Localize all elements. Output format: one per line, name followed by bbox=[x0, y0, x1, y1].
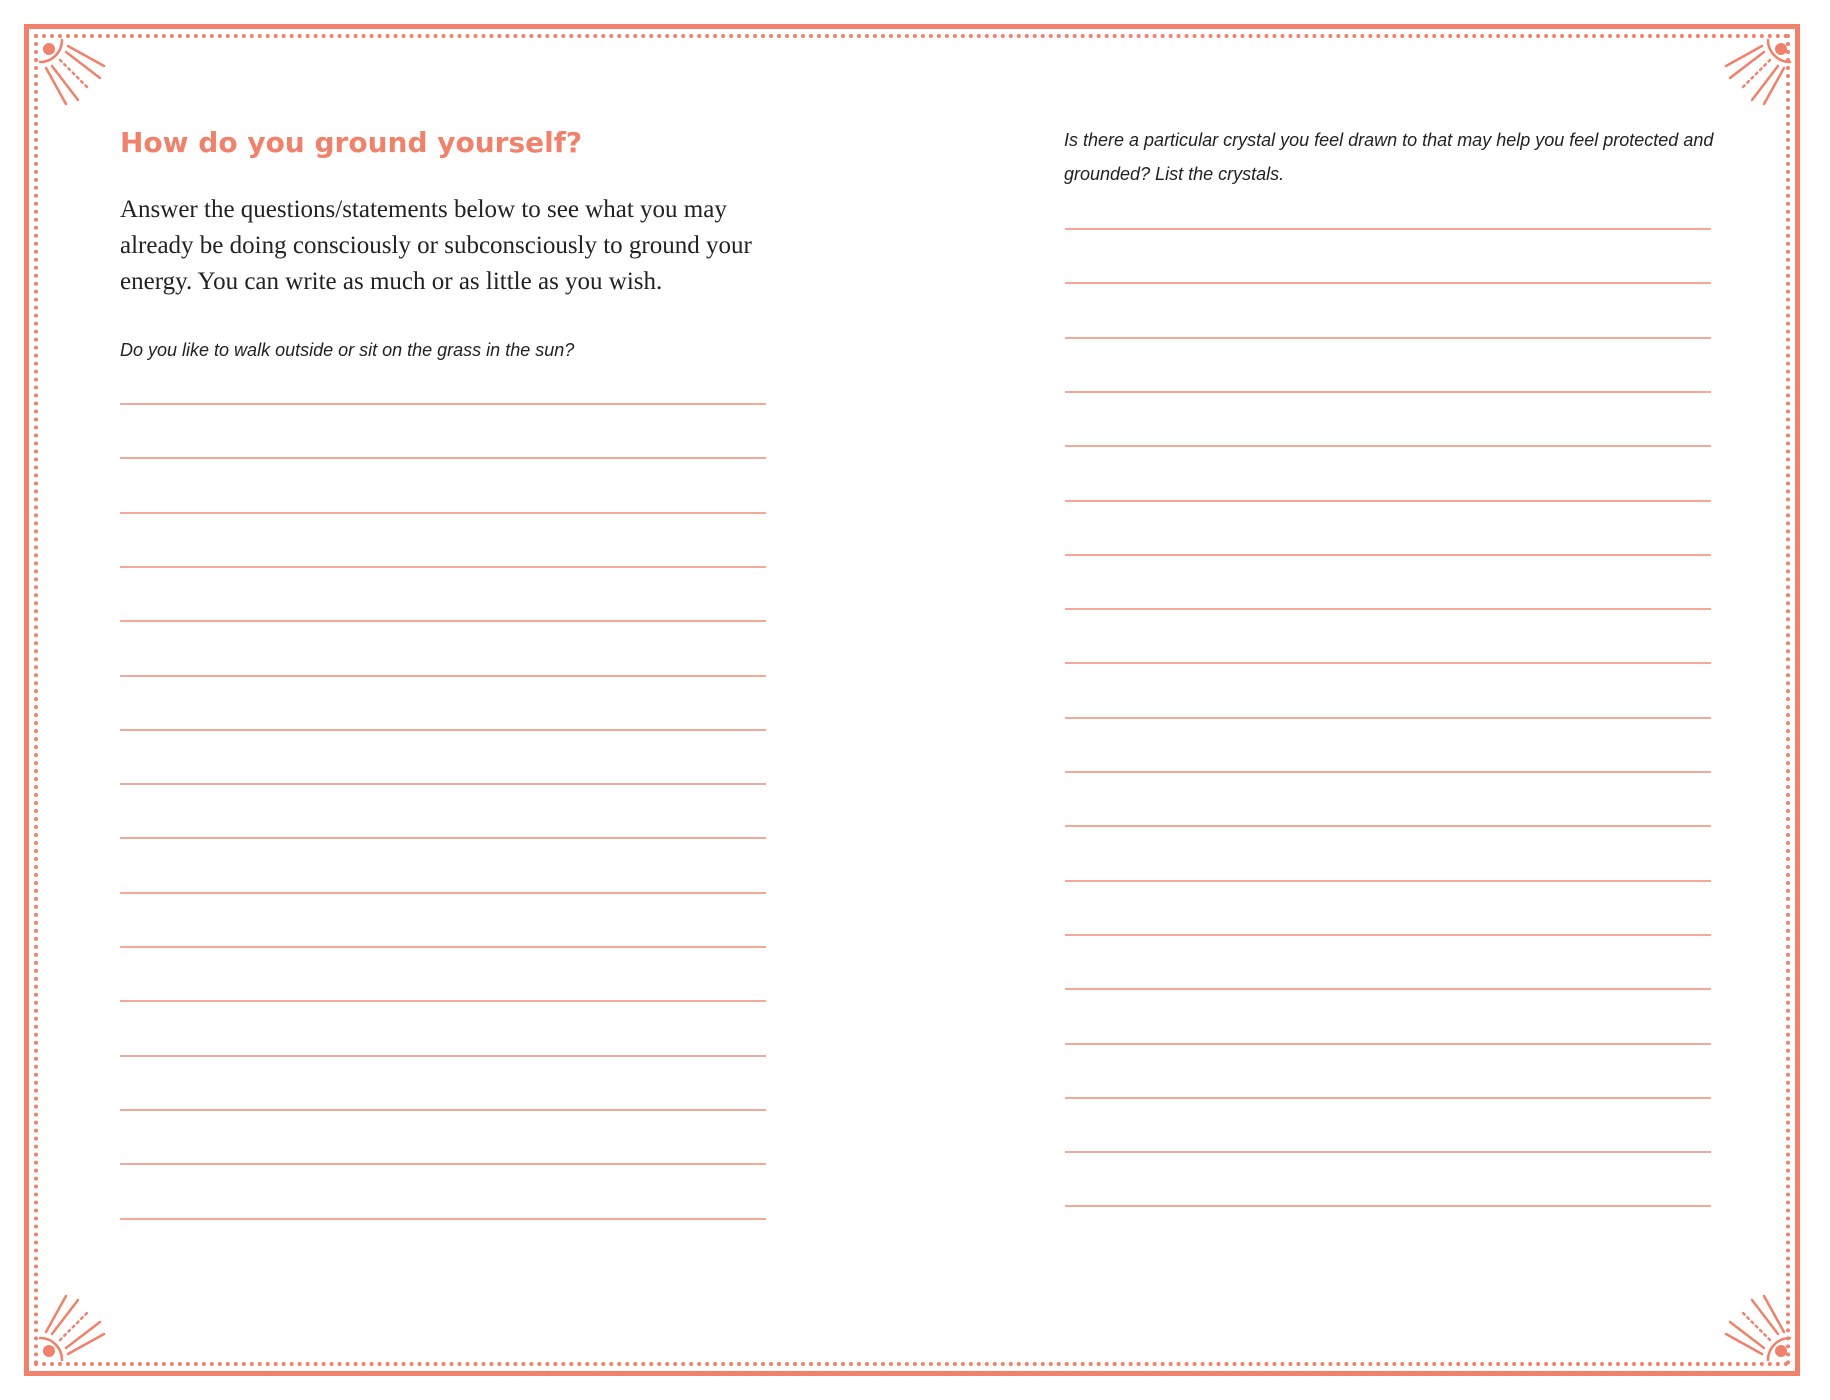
writing-line[interactable] bbox=[1065, 282, 1711, 284]
question-walk-outside: Do you like to walk outside or sit on the grass in the sun? bbox=[120, 340, 575, 360]
writing-line[interactable] bbox=[120, 837, 766, 839]
writing-line[interactable] bbox=[1065, 1097, 1711, 1099]
writing-line[interactable] bbox=[1065, 988, 1711, 990]
writing-line[interactable] bbox=[1065, 825, 1711, 827]
writing-line[interactable] bbox=[120, 946, 766, 948]
writing-line[interactable] bbox=[1065, 608, 1711, 610]
writing-line[interactable] bbox=[120, 512, 766, 514]
writing-line[interactable] bbox=[120, 675, 766, 677]
intro-paragraph: Answer the questions/statements below to see what you may already be doing consciously or subconsciously to ground your energy. You can write as much or as little as you wish. bbox=[120, 196, 752, 295]
question-crystal: Is there a particular crystal you feel drawn to that may help you feel protected and grounded? List the crystals. bbox=[1064, 130, 1714, 184]
writing-line[interactable] bbox=[1065, 662, 1711, 664]
writing-line[interactable] bbox=[120, 1000, 766, 1002]
writing-line[interactable] bbox=[1065, 228, 1711, 230]
writing-line[interactable] bbox=[120, 457, 766, 459]
writing-line[interactable] bbox=[1065, 391, 1711, 393]
writing-line[interactable] bbox=[120, 783, 766, 785]
writing-line[interactable] bbox=[120, 1109, 766, 1111]
writing-line[interactable] bbox=[1065, 337, 1711, 339]
writing-line[interactable] bbox=[1065, 934, 1711, 936]
writing-line[interactable] bbox=[1065, 771, 1711, 773]
writing-line[interactable] bbox=[120, 1055, 766, 1057]
writing-line[interactable] bbox=[1065, 445, 1711, 447]
sunburst-icon bbox=[38, 1282, 118, 1362]
writing-line[interactable] bbox=[120, 729, 766, 731]
writing-line[interactable] bbox=[1065, 1151, 1711, 1153]
writing-line[interactable] bbox=[1065, 500, 1711, 502]
writing-line[interactable] bbox=[120, 566, 766, 568]
writing-line[interactable] bbox=[120, 620, 766, 622]
writing-line[interactable] bbox=[1065, 554, 1711, 556]
sunburst-icon bbox=[1712, 38, 1792, 118]
writing-line[interactable] bbox=[120, 1163, 766, 1165]
writing-line[interactable] bbox=[120, 1218, 766, 1220]
writing-line[interactable] bbox=[1065, 1043, 1711, 1045]
writing-line[interactable] bbox=[1065, 717, 1711, 719]
writing-line[interactable] bbox=[1065, 880, 1711, 882]
writing-line[interactable] bbox=[120, 892, 766, 894]
sunburst-icon bbox=[38, 38, 118, 118]
page-heading: How do you ground yourself? bbox=[120, 126, 583, 159]
sunburst-icon bbox=[1712, 1282, 1792, 1362]
writing-line[interactable] bbox=[120, 403, 766, 405]
writing-line[interactable] bbox=[1065, 1205, 1711, 1207]
